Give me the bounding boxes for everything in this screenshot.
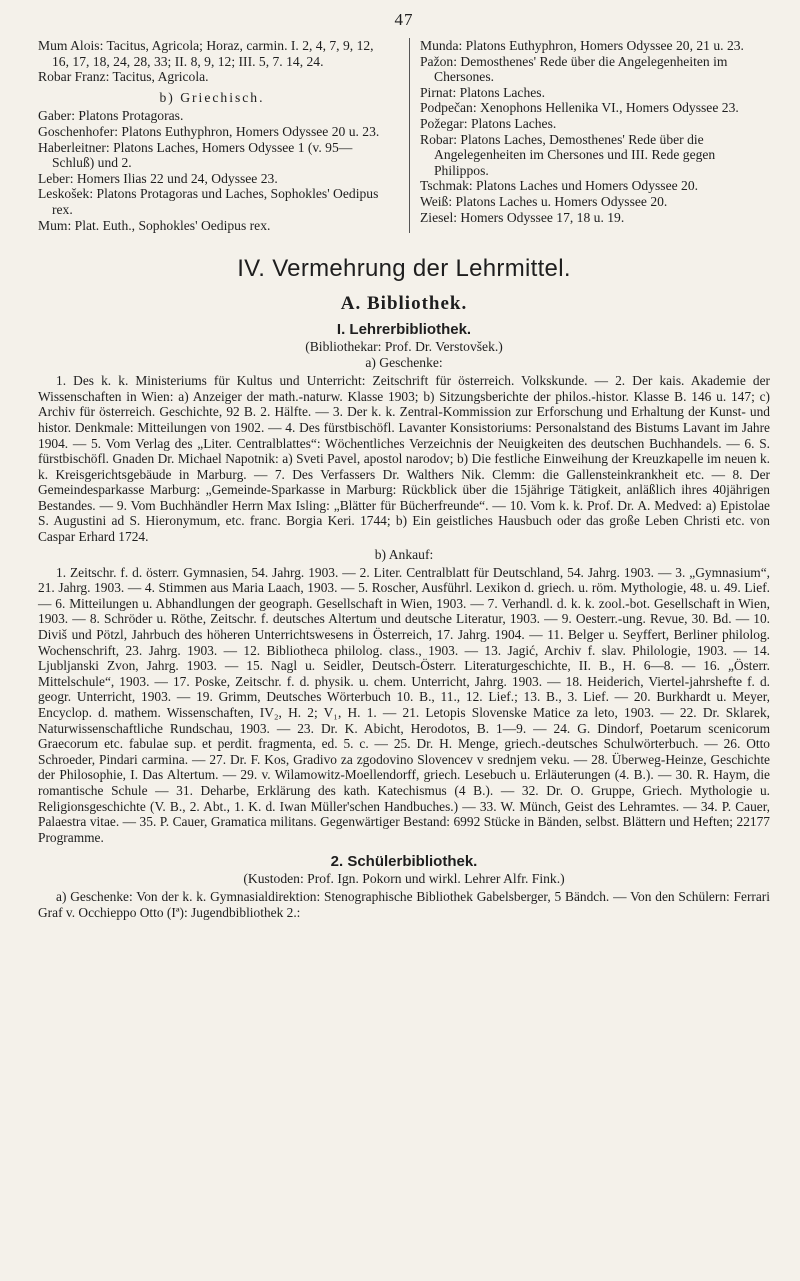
list-item: Mum: Plat. Euth., Sophokles' Oedipus rex. — [38, 217, 271, 233]
list-item: Ziesel: Homers Odyssee 17, 18 u. 19. — [420, 209, 625, 225]
ankauf-paragraph: 1. Zeitschr. f. d. österr. Gymnasien, 54. Jahrg. 1903. — 2. Liter. Centralblatt für Deutschland, 54. Jahrg. 1903. — 3. „Gymnasium“, 21. Jahrg. 1903. — 4. Stimmen aus Maria Laach, 1903. — 5. Roscher, Ausführl. Lexikon d. griech. u. röm. Mythologie, 48. u. 49. Lief. — 6. Mitteilungen u. Abhandlungen der geograph. Gesellschaft in Wien, 1903. — 7. Verhandl. d. k. k. zool.-bot. Gesellschaft in Wien, 1903. — 8. Schröder u. Röthe, Zeitschr. f. deutsches Altertum und deutsche Literatur, 1903. — 9. Oesterr.-ung. Revue, 30. Bd. — 10. Diviš und Pötzl, Jahrbuch des höheren Unterrichtswesens in Österreich, 17. Jahrg. 1904. — 11. Belger u. Seyffert, Berliner philolog. Wochenschrift, 23. Jahrg. 1903. — 12. Bibliotheca philolog. class., 1903. — 13. Jagić, Archiv f. slav. Philologie, 1903. — 14. Ljubljanski Zvon, Jahrg. 1903. — 15. Nagl u. Seidler, Deutsch-Österr. Literaturgeschichte, II. B., H. 6—8. — 16. „Österr. Mittelschule“, 1903. — 17. Poske, Zeitschr. f. d. physik. u. chem. Unterricht, Jahrg. 1903. — 18. Heiderich, Viertel-jahrshefte f. d. geogr. Unterricht, 1903. — 19. Grimm, Deutsches Wörterbuch 10. B., 11., 12. Lief.; 13. B., 3. Lief. — 20. Burkhardt u. Meyer, Encyclop. d. mathem. Wissenschaften, IV₂, H. 2; V₁, H. 1. — 21. Letopis Slovenske Matice za leto, 1903. — 22. Dr. Sklarek, Naturwissenschaftliche Rundschau, 1903. — 23. Dr. K. Abicht, Herodotos, B. 1—9. — 24. G. Dindorf, Poetarum scenicorum Graecorum etc. fabulae sup. et perdit. fragmenta, ed. 5. c. — 25. Dr. H. Menge, griech.-deutsches Schulwörterbuch. — 26. Otto Schroeder, Pindari carmina. — 27. Dr. F. Kos, Gradivo za zgodovino Slovencev v srednjem veku. — 28. Überweg-Heinze, Geschichte der Philosophie, I. Das Altertum. — 29. v. Wilamowitz-Moellendorff, griech. Lesebuch u. Erläuterungen (4. B.). — 30. R. Haym, die romantische Schule — 31. Deharbe, Erklärung des kath. Katechismus (4 B.). — 32. Dr. O. Gruppe, Griech. Mythologie u. Religionsgeschichte (V. B., 2. Abt., 1. K. d. Iwan Müller'schen Handbuches.) — 33. W. Münch, Geist des Lehramtes. — 34. P. Cauer, Palaestra vitae. — 35. P. Cauer, Gramatica militans. Gegenwärtiger Bestand: 6992 Stücke in Bänden, selbst. Blättern und Heften; 22177 Programme. — [38, 564, 770, 845]
schuelerbibliothek-heading: 2. Schülerbibliothek. — [330, 853, 478, 871]
list-item: Goschenhofer: Platons Euthyphron, Homers Odyssee 20 u. 23. — [38, 123, 380, 139]
list-item: Robar Franz: Tacitus, Agricola. — [38, 69, 209, 85]
list-item: Leskošek: Platons Protagoras und Laches, Sophokles' Oedipus rex. — [38, 186, 379, 217]
custodians-note: (Kustoden: Prof. Ign. Pokorn und wirkl. Lehrer Alfr. Fink.) — [243, 871, 565, 887]
right-column — [409, 38, 770, 233]
list-item: Tschmak: Platons Laches und Homers Odyssee 20. — [420, 178, 699, 194]
two-column-list — [38, 38, 770, 233]
page-number: 47 — [394, 10, 414, 29]
list-item: Mum Alois: Tacitus, Agricola; Horaz, carmin. I. 2, 4, 7, 9, 12, 16, 17, 18, 24, 28, 33; II. 8, 9, 12; III. 5, 7. 14, 24. — [38, 38, 374, 69]
lehrerbibliothek-heading: I. Lehrerbibliothek. — [336, 321, 472, 339]
list-item: Munda: Platons Euthyphron, Homers Odyssee 20, 21 u. 23. — [420, 38, 744, 53]
geschenke-paragraph: 1. Des k. k. Ministeriums für Kultus und Unterricht: Zeitschrift für österreich. Volkskunde. — 2. Der kais. Akademie der Wissenschaften in Wien: a) Anzeiger der math.-naturw. Klasse 1903; b) Sitzungsberichte der philos.-histor. Klasse B. 146 u. 147; c) Archiv für österreich. Geschichte, 92 B. 2. Hälfte. — 3. Der k. k. Zentral-Kommission zur Erforschung und Erhaltung der Kunst- und histor. Denkmale: Mitteilungen von 1902. — 4. Des fürstbischöfl. Lavanter Konsistoriums: Personalstand des Bistums Lavant im Jahre 1904. — 5. Vom Verlag des „Liter. Centralblattes“: Wöchentliches Verzeichnis der Neuigkeiten des deutschen Buchhandels. — 6. S. fürstbischöfl. Gnaden Dr. Michael Napotnik: a) Sveti Pavel, apostol narodov; b) Die festliche Einweihung der Kreuzkapelle im neuen k. k. Kreisgerichtsgebäude in Marburg. — 7. Des Verfassers Dr. Walthers Nik. Clemm: die Gallensteinkrankheit etc. — 8. Der Gemeindesparkasse Marburg: „Gemeinde-Sparkasse in Marburg: Rückblick über die 15jährige Tätigkeit, anläßlich ihres 40jährigen Bestandes. — 9. Vom Buchhändler Herrn Max Isling: „Blätter für Bücherfreunde“. — 10. Vom k. k. Prof. Dr. A. Medved: a) Epistolae S. Augustini ad S. Hieronymum, etc. franc. Borgia Keri. 1744; b) Ein geistliches Hausbuch oder das große Leben Christi etc. von Caspar Erhard 1724. — [38, 373, 770, 545]
list-item: Haberleitner: Platons Laches, Homers Odyssee 1 (v. 95—Schluß) und 2. — [38, 139, 353, 171]
librarian-note: (Bibliothekar: Prof. Dr. Verstovšek.) — [305, 339, 503, 355]
section-title: IV. Vermehrung der Lehrmittel. — [237, 255, 571, 283]
list-item: Weiß: Platons Laches u. Homers Odyssee 20. — [420, 193, 668, 209]
list-item: Robar: Platons Laches, Demosthenes' Rede über die Angelegenheiten im Chersones und III. Rede gegen Philippos. — [420, 131, 716, 178]
list-item: Pirnat: Platons Laches. — [420, 84, 545, 100]
subsection-title: A. Bibliothek. — [340, 293, 468, 315]
ankauf-label: b) Ankauf: — [374, 546, 434, 562]
schueler-paragraph: a) Geschenke: Von der k. k. Gymnasialdirektion: Stenographische Bibliothek Gabelsberger, 5 Bändch. — Von den Schülern: Ferrari Graf v. Occhieppo Otto (Iª): Jugendbibliothek 2.: — [38, 889, 770, 920]
geschenke-label: a) Geschenke: — [365, 355, 443, 371]
subheading-greek: b) Griechisch. — [159, 89, 265, 105]
list-item: Leber: Homers Ilias 22 und 24, Odyssee 23. — [38, 170, 278, 186]
list-item: Gaber: Platons Protagoras. — [38, 108, 184, 124]
left-column — [38, 38, 394, 233]
list-item: Pažon: Demosthenes' Rede über die Angelegenheiten im Chersones. — [420, 53, 728, 85]
list-item: Požegar: Platons Laches. — [420, 115, 557, 131]
list-item: Podpečan: Xenophons Hellenika VI., Homers Odyssee 23. — [420, 100, 739, 116]
